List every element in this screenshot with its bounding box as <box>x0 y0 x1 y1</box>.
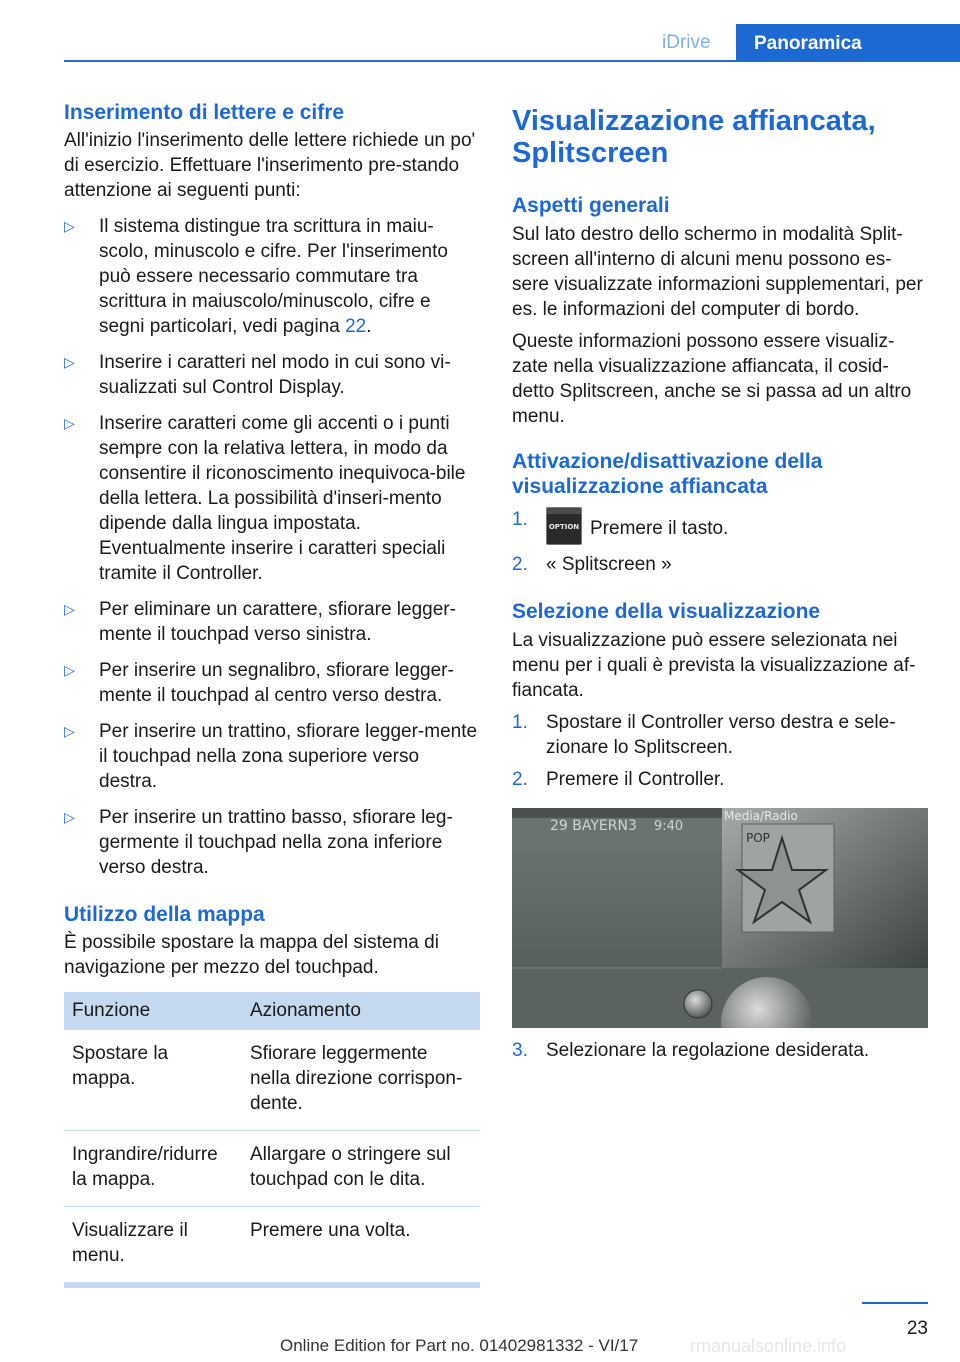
list-item <box>512 552 928 577</box>
table-cell: Sfiorare leggermente nella direzione corrispon-dente. <box>242 1030 480 1131</box>
right-column <box>512 100 928 1063</box>
bullet-text: Inserire i caratteri nel modo in cui sono vi-sualizzati sul Control Display. <box>99 352 451 398</box>
heading-selection: Selezione della visualizzazione <box>512 600 821 623</box>
table-cell: Visualizzare il menu. <box>64 1207 242 1286</box>
table-row <box>64 1030 480 1131</box>
list-item <box>64 350 480 400</box>
header-tab: Panoramica <box>736 24 960 62</box>
bullet-text-end: . <box>366 316 372 337</box>
station-label: 29 BAYERN3 <box>550 818 637 834</box>
touchpad-table <box>64 992 480 1288</box>
watermark: rmanualsonline.info <box>690 1336 847 1356</box>
triangle-bullet-icon: ▷ <box>64 218 75 234</box>
page-link[interactable]: 22 <box>345 316 367 337</box>
list-item <box>512 507 928 545</box>
option-button-icon <box>546 507 582 545</box>
bullet-text: Per inserire un trattino basso, sfiorare leg-germente il touchpad nella zona inferiore verso destra. <box>99 807 453 878</box>
tips-list <box>64 214 480 880</box>
column-header-action: Azionamento <box>242 992 480 1030</box>
map-paragraph: È possibile spostare la mappa del sistema di navigazione per mezzo del touchpad. <box>64 932 439 978</box>
activation-steps <box>512 507 928 577</box>
table-header-row <box>64 992 480 1030</box>
heading-map-usage: Utilizzo della mappa <box>64 903 265 926</box>
selection-paragraph: La visualizzazione può essere selezionata nei menu per i quali è prevista la visualizzazione af-fiancata. <box>512 630 916 701</box>
genre-label: POP <box>746 831 770 845</box>
triangle-bullet-icon: ▷ <box>64 809 75 825</box>
list-item <box>64 658 480 708</box>
step-number: 2. <box>512 769 528 790</box>
step-number: 1. <box>512 712 528 733</box>
list-item <box>512 767 928 792</box>
list-item <box>64 805 480 880</box>
step-text: Premere il tasto. <box>590 518 729 539</box>
heading-general: Aspetti generali <box>512 194 670 217</box>
section-title: Visualizzazione affiancata, Splitscreen <box>512 105 876 169</box>
splitscreen-photo <box>512 808 928 1028</box>
list-item <box>64 719 480 794</box>
list-item <box>64 411 480 586</box>
step-text: Premere il Controller. <box>546 769 725 790</box>
footer-rule <box>862 1302 928 1304</box>
splitscreen-paragraph: Queste informazioni possono essere visualiz-zate nella visualizzazione affiancata, il cosid-detto Splitscreen, anche se si passa ad un altro menu. <box>512 331 912 427</box>
heading-letters-digits: Inserimento di lettere e cifre <box>64 101 345 124</box>
triangle-bullet-icon: ▷ <box>64 415 75 431</box>
column-header-function: Funzione <box>64 992 242 1030</box>
bullet-text: Il sistema distingue tra scrittura in maiu-scolo, minuscolo e cifre. Per l'inserimento può essere necessario commutare tra scrittura in maiuscolo/minuscolo, cifre e segni particolari, vedi pagina <box>99 216 448 337</box>
selection-steps <box>512 710 928 792</box>
table-cell: Premere una volta. <box>242 1207 480 1286</box>
final-steps <box>512 1038 928 1063</box>
table-row <box>64 1207 480 1286</box>
panel-title: Media/Radio <box>724 809 798 823</box>
bullet-text: Per eliminare un carattere, sfiorare legger-mente il touchpad verso sinistra. <box>99 599 456 645</box>
list-item <box>64 597 480 647</box>
triangle-bullet-icon: ▷ <box>64 601 75 617</box>
general-paragraph: Sul lato destro dello schermo in modalità Split-screen all'interno di alcuni menu possono es-sere visualizzate informazioni supplementari, per es. le informazioni del computer di bordo. <box>512 224 923 320</box>
list-item <box>512 710 928 760</box>
edition-note: Online Edition for Part no. 01402981332 - VI/17 <box>280 1336 639 1355</box>
triangle-bullet-icon: ▷ <box>64 723 75 739</box>
heading-activation: Attivazione/disattivazione della visualizzazione affiancata <box>512 450 823 498</box>
left-column <box>64 100 480 1288</box>
step-number: 3. <box>512 1040 528 1061</box>
controller-knob-icon <box>684 990 712 1018</box>
table-cell: Spostare la mappa. <box>64 1030 242 1131</box>
option-button-label: OPTION <box>548 523 580 531</box>
bullet-text: Per inserire un segnalibro, sfiorare legger-mente il touchpad al centro verso destra. <box>99 660 454 706</box>
page-number: 23 <box>906 1318 928 1339</box>
step-text: Selezionare la regolazione desiderata. <box>546 1040 870 1061</box>
table-cell: Allargare o stringere sul touchpad con le dita. <box>242 1131 480 1207</box>
step-text: « Splitscreen » <box>546 554 672 575</box>
intro-paragraph: All'inizio l'inserimento delle lettere richiede un po' di esercizio. Effettuare l'inserimento pre-stando attenzione ai seguenti punti: <box>64 130 476 201</box>
step-text: Spostare il Controller verso destra e sele-zionare lo Splitscreen. <box>546 712 896 758</box>
table-cell: Ingrandire/ridurre la mappa. <box>64 1131 242 1207</box>
header-rule <box>64 60 960 62</box>
list-item <box>512 1038 928 1063</box>
list-item <box>64 214 480 339</box>
time-label: 9:40 <box>654 819 684 834</box>
bullet-text: Per inserire un trattino, sfiorare legger-mente il touchpad nella zona superiore verso destra. <box>99 721 478 792</box>
bullet-text: Inserire caratteri come gli accenti o i punti sempre con la relativa lettera, in modo da consentire il riconoscimento inequivoca-bile della lettera. La possibilità d'inseri-mento dipende dalla lingua impostata. Eventualmente inserire i caratteri speciali tramite il Controller. <box>99 413 466 584</box>
step-number: 2. <box>512 554 528 575</box>
step-number: 1. <box>512 509 528 530</box>
triangle-bullet-icon: ▷ <box>64 662 75 678</box>
header-section-label: iDrive <box>662 32 711 53</box>
triangle-bullet-icon: ▷ <box>64 354 75 370</box>
table-row <box>64 1131 480 1207</box>
